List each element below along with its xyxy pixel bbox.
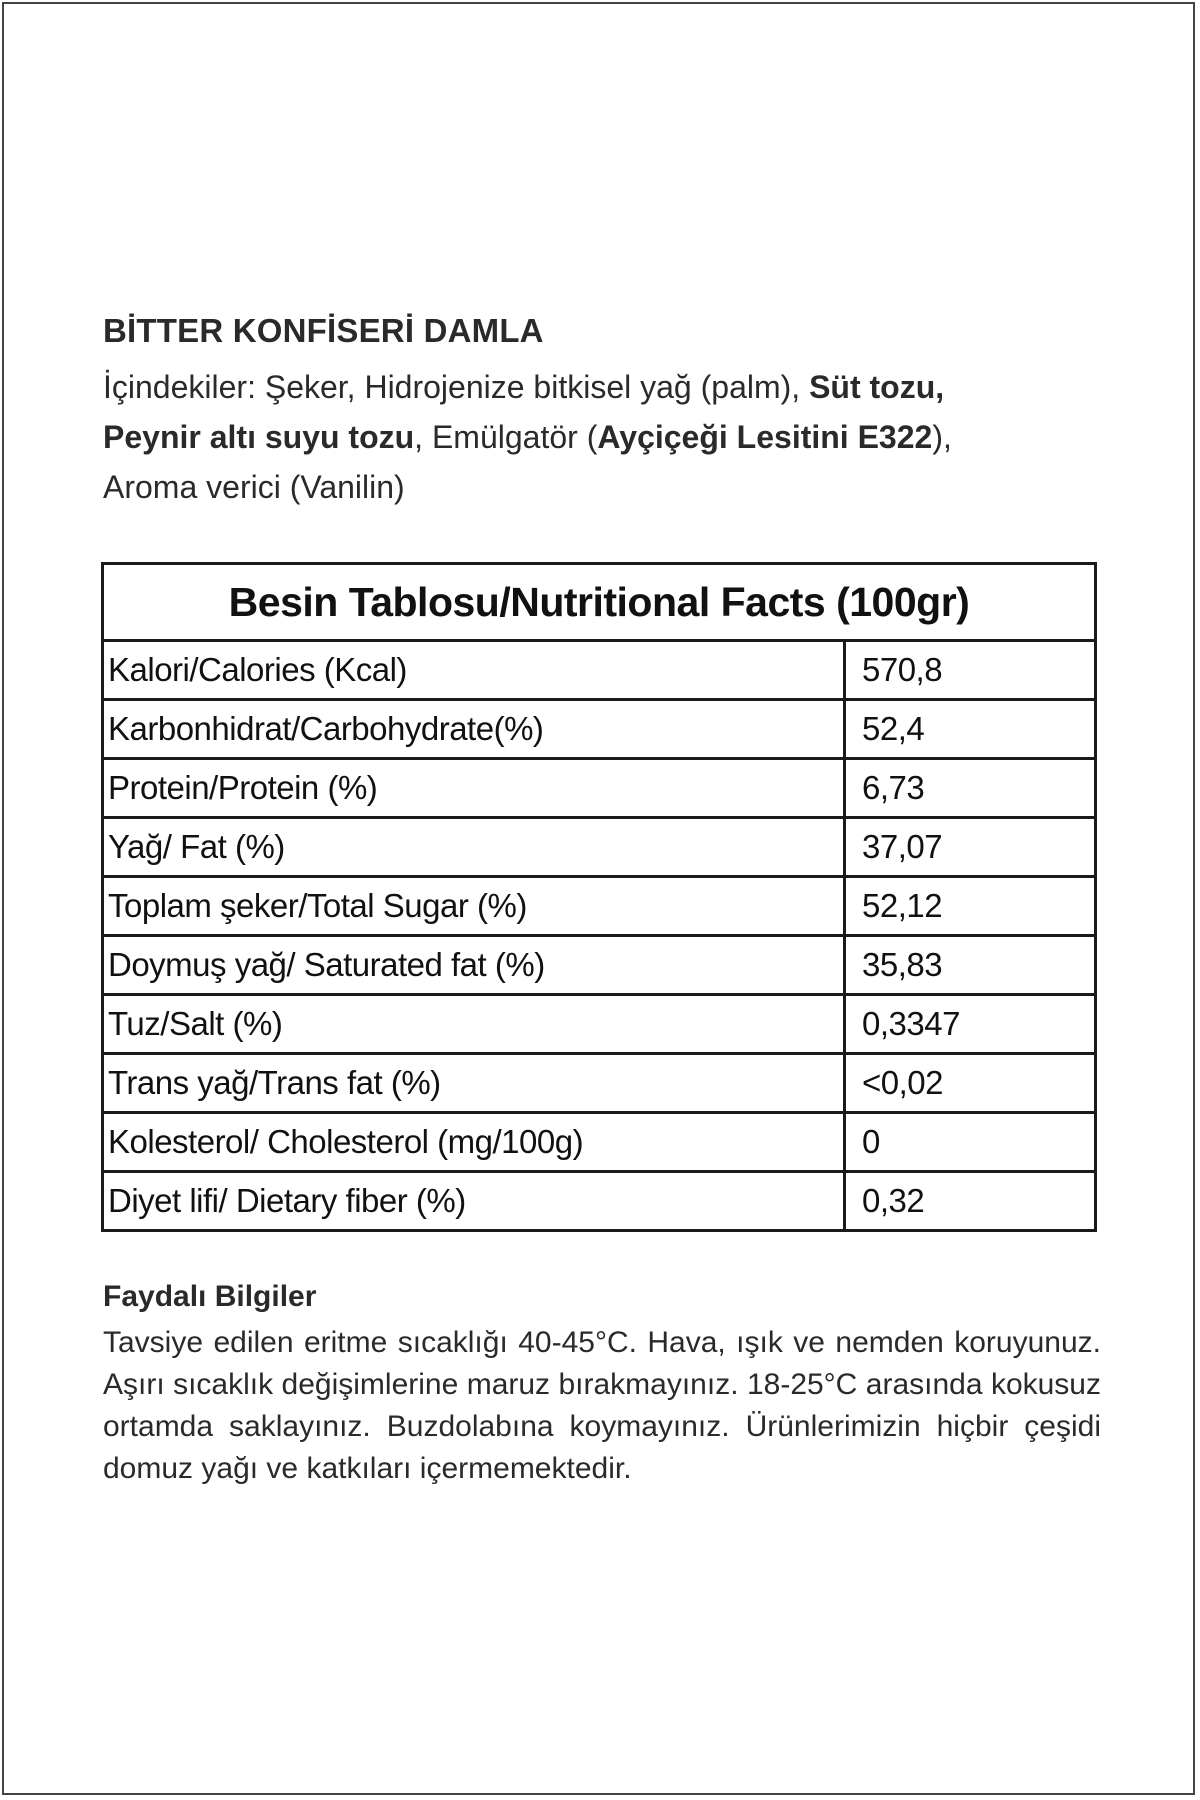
nutrient-label: Yağ/ Fat (%) bbox=[103, 818, 845, 877]
ingredients-line bbox=[103, 462, 1088, 512]
ingredient-text: ), bbox=[932, 419, 952, 455]
nutrient-label: Doymuş yağ/ Saturated fat (%) bbox=[103, 936, 845, 995]
ingredient-text: Aroma verici (Vanilin) bbox=[103, 469, 405, 505]
info-title: Faydalı Bilgiler bbox=[103, 1280, 317, 1313]
nutrient-value: 35,83 bbox=[845, 936, 1096, 995]
nutrient-value: <0,02 bbox=[845, 1054, 1096, 1113]
nutrition-row bbox=[103, 1054, 1096, 1113]
info-text: Tavsiye edilen eritme sıcaklığı 40-45°C. Hava, ışık ve nemden koruyunuz. Aşırı sıcaklık değişimlerine maruz bırakmayınız. 18-25°C arasında kokusuz ortamda saklayınız. Buzdolabına koymayınız. Ürünlerimizin hiçbir çeşidi domuz yağı ve katkıları içermemektedir. bbox=[103, 1326, 1101, 1485]
ingredient-highlight: Peynir altı suyu tozu bbox=[103, 419, 415, 455]
nutrient-value: 6,73 bbox=[845, 759, 1096, 818]
nutrition-table-title: Besin Tablosu/Nutritional Facts (100gr) bbox=[103, 564, 1096, 641]
nutrient-label: Protein/Protein (%) bbox=[103, 759, 845, 818]
nutrient-label: Karbonhidrat/Carbohydrate(%) bbox=[103, 700, 845, 759]
nutrition-row bbox=[103, 700, 1096, 759]
nutrient-label: Toplam şeker/Total Sugar (%) bbox=[103, 877, 845, 936]
nutrition-row bbox=[103, 936, 1096, 995]
ingredients-line bbox=[103, 412, 1088, 462]
nutrient-value: 0,3347 bbox=[845, 995, 1096, 1054]
nutrient-label: Tuz/Salt (%) bbox=[103, 995, 845, 1054]
nutrition-row bbox=[103, 641, 1096, 700]
nutrient-value: 0 bbox=[845, 1113, 1096, 1172]
nutrition-table bbox=[101, 562, 1097, 1232]
nutrition-row bbox=[103, 1172, 1096, 1231]
nutrition-row bbox=[103, 1113, 1096, 1172]
nutrient-label: Kalori/Calories (Kcal) bbox=[103, 641, 845, 700]
nutrient-value: 570,8 bbox=[845, 641, 1096, 700]
nutrition-row bbox=[103, 818, 1096, 877]
ingredient-text: İçindekiler: Şeker, Hidrojenize bitkisel yağ (palm), bbox=[103, 369, 810, 405]
nutrient-label: Diyet lifi/ Dietary fiber (%) bbox=[108, 1182, 466, 1219]
nutrient-value: 37,07 bbox=[845, 818, 1096, 877]
ingredients-line bbox=[103, 362, 1088, 412]
nutrient-label: Kolesterol/ Cholesterol (mg/100g) bbox=[103, 1113, 845, 1172]
ingredient-highlight: Süt tozu, bbox=[809, 369, 945, 405]
nutrient-value: 52,12 bbox=[845, 877, 1096, 936]
ingredient-text: , Emülgatör ( bbox=[414, 419, 598, 455]
ingredient-highlight: Ayçiçeği Lesitini E322 bbox=[597, 419, 933, 455]
nutrient-label: Trans yağ/Trans fat (%) bbox=[103, 1054, 845, 1113]
nutrient-value: 0,32 bbox=[845, 1172, 1096, 1231]
nutrient-value: 52,4 bbox=[845, 700, 1096, 759]
nutrition-row bbox=[103, 759, 1096, 818]
nutrition-row bbox=[103, 877, 1096, 936]
nutrition-table-header bbox=[103, 564, 1096, 641]
ingredients-text bbox=[103, 362, 1088, 512]
product-title: BİTTER KONFİSERİ DAMLA bbox=[103, 312, 544, 349]
nutrition-row bbox=[103, 995, 1096, 1054]
